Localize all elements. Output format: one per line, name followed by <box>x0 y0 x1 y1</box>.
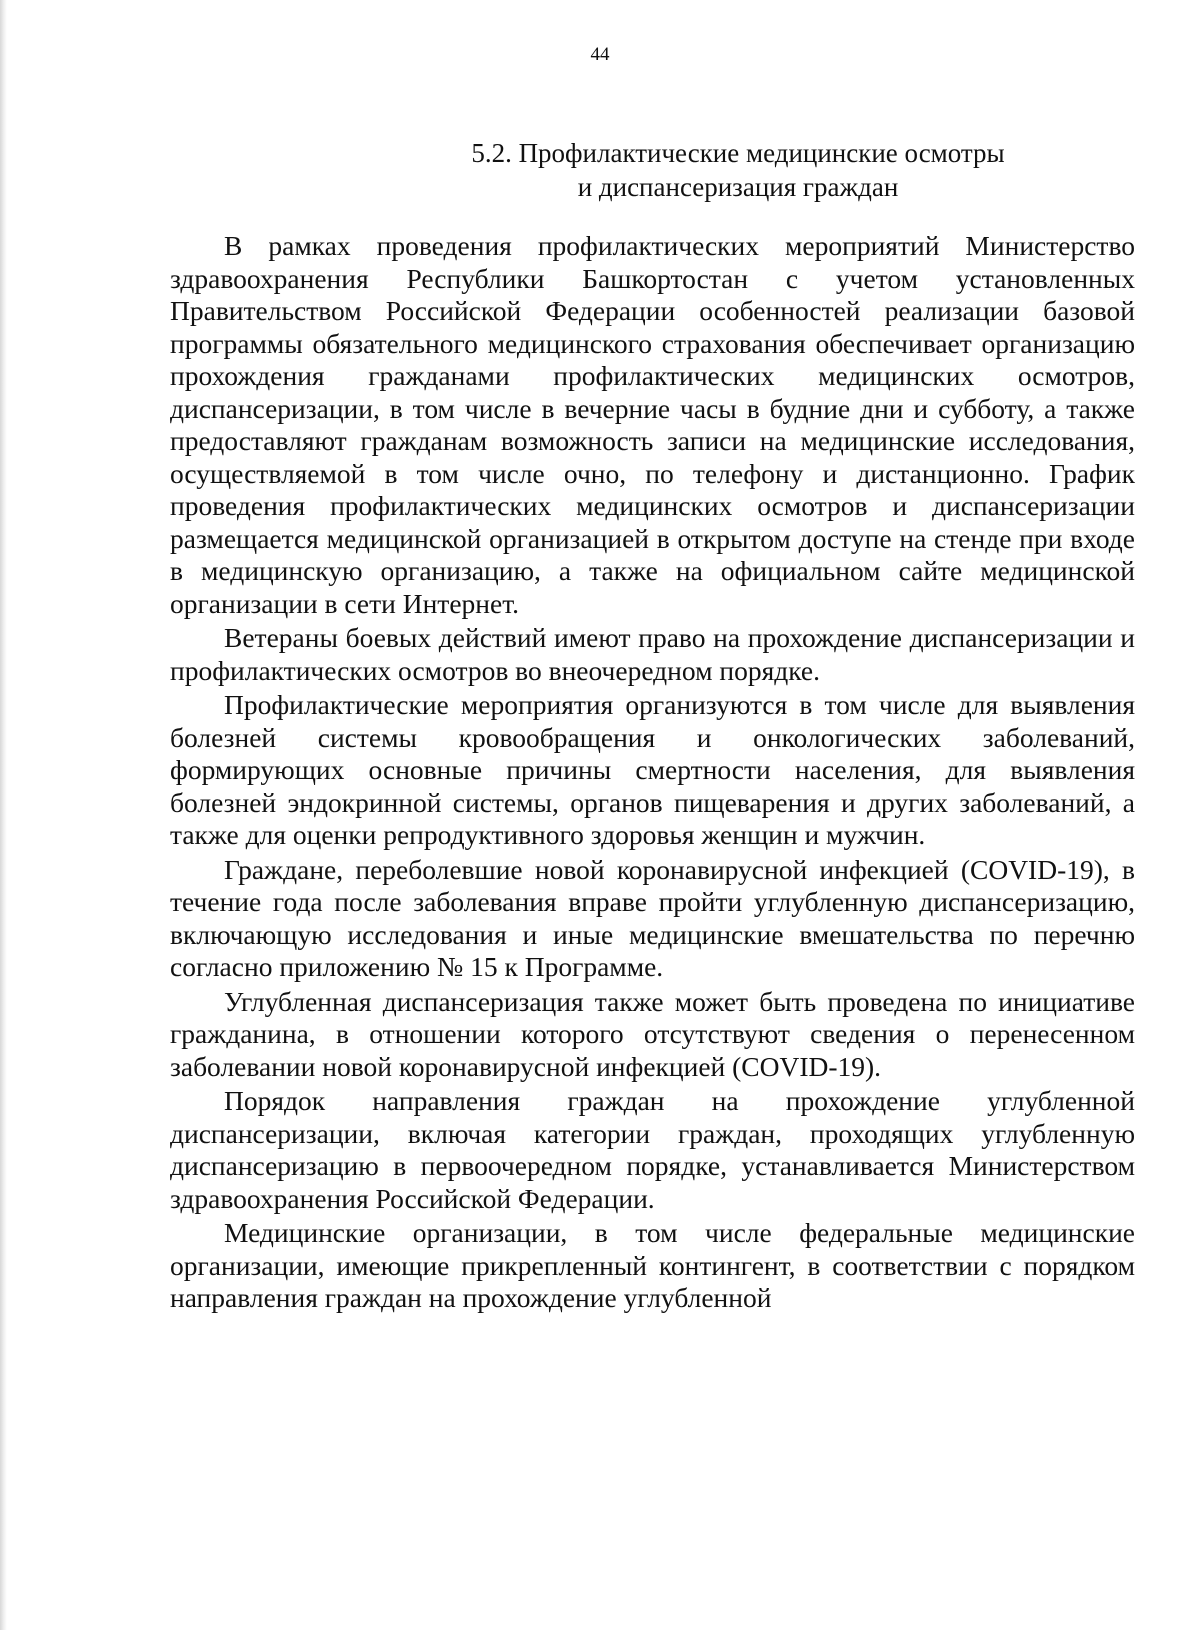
section-title-line-1: 5.2. Профилактические медицинские осмотры <box>471 138 1005 168</box>
paragraph-preventive-measures: В рамках проведения профилактических мероприятий Министерство здравоохранения Республики Башкортостан с учетом установленных Правительством Российской Федерации особенностей реализации базовой программы обязательного медицинского страхования обеспечивает организацию прохождения гражданами профилактических медицинских осмотров, диспансеризации, в том числе в вечерние часы в будние дни и субботу, а также предоставляют гражданам возможность записи на медицинские исследования, осуществляемой в том числе очно, по телефону и дистанционно. График проведения профилактических медицинских осмотров и диспансеризации размещается медицинской организацией в открытом доступе на стенде при входе в медицинскую организацию, а также на официальном сайте медицинской организации в сети Интернет. <box>170 230 1135 619</box>
paragraph-in-depth-initiative: Углубленная диспансеризация также может быть проведена по инициативе гражданина, в отношении которого отсутствуют сведения о перенесенном заболевании новой коронавирусной инфекцией (COVID-19). <box>170 985 1135 1082</box>
paragraph-covid-recovered: Граждане, переболевшие новой коронавирусной инфекцией (COVID-19), в течение года после заболевания вправе пройти углубленную диспансеризацию, включающую исследования и иные медицинские вмешательства по перечню согласно приложению № 15 к Программе. <box>170 853 1135 982</box>
page-number: 44 <box>590 44 610 65</box>
paragraph-preventive-goals: Профилактические мероприятия организуются в том числе для выявления болезней системы кровообращения и онкологических заболеваний, формирующих основные причины смертности населения, для выявления болезней эндокринной системы, органов пищеварения и других заболеваний, а также для оценки репродуктивного здоровья женщин и мужчин. <box>170 689 1135 850</box>
paragraph-referral-procedure: Порядок направления граждан на прохождение углубленной диспансеризации, включая категории граждан, проходящих углубленную диспансеризацию в первоочередном порядке, устанавливается Министерством здравоохранения Российской Федерации. <box>170 1085 1135 1214</box>
document-body <box>170 230 1135 1315</box>
section-title <box>170 136 1200 204</box>
paragraph-medical-organizations: Медицинские организации, в том числе федеральные медицинские организации, имеющие прикрепленный контингент, в соответствии с порядком направления граждан на прохождение углубленной <box>170 1217 1135 1313</box>
scan-edge-shadow <box>0 0 7 1630</box>
paragraph-veterans: Ветераны боевых действий имеют право на прохождение диспансеризации и профилактических осмотров во внеочередном порядке. <box>170 622 1135 686</box>
section-title-line-2: и диспансеризация граждан <box>577 172 899 202</box>
